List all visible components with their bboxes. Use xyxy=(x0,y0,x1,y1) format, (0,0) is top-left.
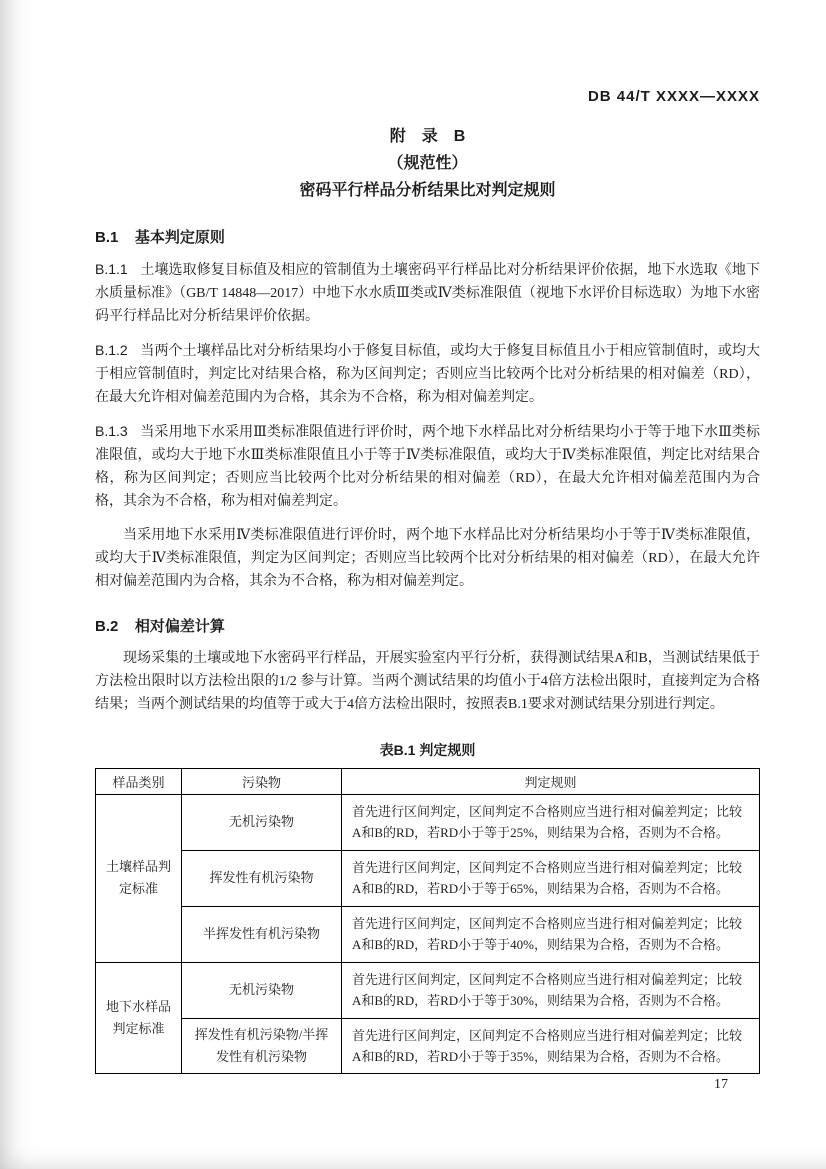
rule-cell: 首先进行区间判定，区间判定不合格则应当进行相对偏差判定；比较A和B的RD，若RD小于等于35%，则结果为合格，否则为不合格。 xyxy=(342,1018,760,1074)
appendix-title: 附 录 B xyxy=(389,128,466,145)
clause-b1-1 xyxy=(95,258,760,328)
category-cell-soil: 土壤样品判定标准 xyxy=(96,795,182,963)
clause-b1-1-text: 土壤选取修复目标值及相应的管制值为土壤密码平行样品比对分析结果评价依据，地下水选取《地下水质量标准》（GB/T 14848—2017）中地下水水质Ⅲ类或Ⅳ类标准限值（视地下水评价目标选取）为地下水密码平行样品比对分析结果评价依据。 xyxy=(95,263,760,324)
clause-b1-2-text: 当两个土壤样品比对分析结果均小于修复目标值，或均大于修复目标值且小于相应管制值时，或均大于相应管制值时，判定比对结果合格，称为区间判定；否则应当比较两个比对分析结果的相对偏差（RD），在最大允许相对偏差范围内为合格，其余为不合格，称为相对偏差判定。 xyxy=(95,344,760,405)
section-b2-number: B.2 xyxy=(95,618,119,635)
table-row xyxy=(96,906,760,962)
table-row xyxy=(96,1018,760,1074)
column-header-pollutant: 污染物 xyxy=(182,769,342,795)
pollutant-cell: 挥发性有机污染物/半挥发性有机污染物 xyxy=(182,1018,342,1074)
rule-cell: 首先进行区间判定，区间判定不合格则应当进行相对偏差判定；比较A和B的RD，若RD小于等于40%，则结果为合格，否则为不合格。 xyxy=(342,906,760,962)
section-b1-number: B.1 xyxy=(95,229,119,246)
clause-b1-3-number: B.1.3 xyxy=(95,423,128,439)
pollutant-cell: 无机污染物 xyxy=(182,795,342,851)
rule-cell: 首先进行区间判定，区间判定不合格则应当进行相对偏差判定；比较A和B的RD，若RD小于等于25%，则结果为合格，否则为不合格。 xyxy=(342,795,760,851)
pollutant-cell: 挥发性有机污染物 xyxy=(182,850,342,906)
section-b2-title: 相对偏差计算 xyxy=(134,618,225,635)
table-row xyxy=(96,962,760,1018)
table-row xyxy=(96,850,760,906)
clause-b1-3-paragraph-2: 当采用地下水采用Ⅳ类标准限值进行评价时，两个地下水样品比对分析结果均小于等于Ⅳ类标准限值，或均大于Ⅳ类标准限值，判定为区间判定；否则应当比较两个比对分析结果的相对偏差（RD），在最大允许相对偏差范围内为合格，其余为不合格，称为相对偏差判定。 xyxy=(95,528,760,589)
clause-b1-2-number: B.1.2 xyxy=(95,342,128,358)
category-cell-groundwater: 地下水样品判定标准 xyxy=(96,962,182,1074)
section-b2-paragraph: 现场采集的土壤或地下水密码平行样品，开展实验室内平行分析，获得测试结果A和B，当测试结果低于方法检出限时以方法检出限的1/2 参与计算。当两个测试结果的均值小于4倍方法检出限时，直接判定为合格结果；当两个测试结果的均值等于或大于4倍方法检出限时，按照表B.1要求对测试结果分别进行判定。 xyxy=(95,651,760,712)
table-row xyxy=(96,795,760,851)
rule-cell: 首先进行区间判定，区间判定不合格则应当进行相对偏差判定；比较A和B的RD，若RD小于等于30%，则结果为合格，否则为不合格。 xyxy=(342,962,760,1018)
document-title: 密码平行样品分析结果比对判定规则 xyxy=(299,182,556,199)
judgment-rules-table xyxy=(95,768,760,1074)
normative-label: （规范性） xyxy=(387,155,468,172)
appendix-title-block xyxy=(95,123,760,204)
table-caption: 表B.1 判定规则 xyxy=(379,742,476,758)
section-b1-heading xyxy=(95,226,760,247)
section-b2-heading xyxy=(95,615,760,636)
pollutant-cell: 无机污染物 xyxy=(182,962,342,1018)
column-header-sample-category: 样品类别 xyxy=(96,769,182,795)
pollutant-cell: 半挥发性有机污染物 xyxy=(182,906,342,962)
clause-b1-1-number: B.1.1 xyxy=(95,261,128,277)
page-number: 17 xyxy=(714,1077,728,1092)
doc-number: DB 44/T XXXX—XXXX xyxy=(587,88,760,105)
rule-cell: 首先进行区间判定，区间判定不合格则应当进行相对偏差判定；比较A和B的RD，若RD小于等于65%，则结果为合格，否则为不合格。 xyxy=(342,850,760,906)
clause-b1-3-text: 当采用地下水采用Ⅲ类标准限值进行评价时，两个地下水样品比对分析结果均小于等于地下水Ⅲ类标准限值，或均大于地下水Ⅲ类标准限值且小于等于Ⅳ类标准限值，或均大于Ⅳ类标准限值，判定比对结果合格，称为区间判定；否则应当比较两个比对分析结果的相对偏差（RD），在最大允许相对偏差范围内为合格，其余为不合格，称为相对偏差判定。 xyxy=(95,425,760,509)
section-b1-title: 基本判定原则 xyxy=(134,229,225,246)
clause-b1-2 xyxy=(95,339,760,409)
column-header-rule: 判定规则 xyxy=(342,769,760,795)
table-header-row xyxy=(96,769,760,795)
clause-b1-3 xyxy=(95,420,760,513)
